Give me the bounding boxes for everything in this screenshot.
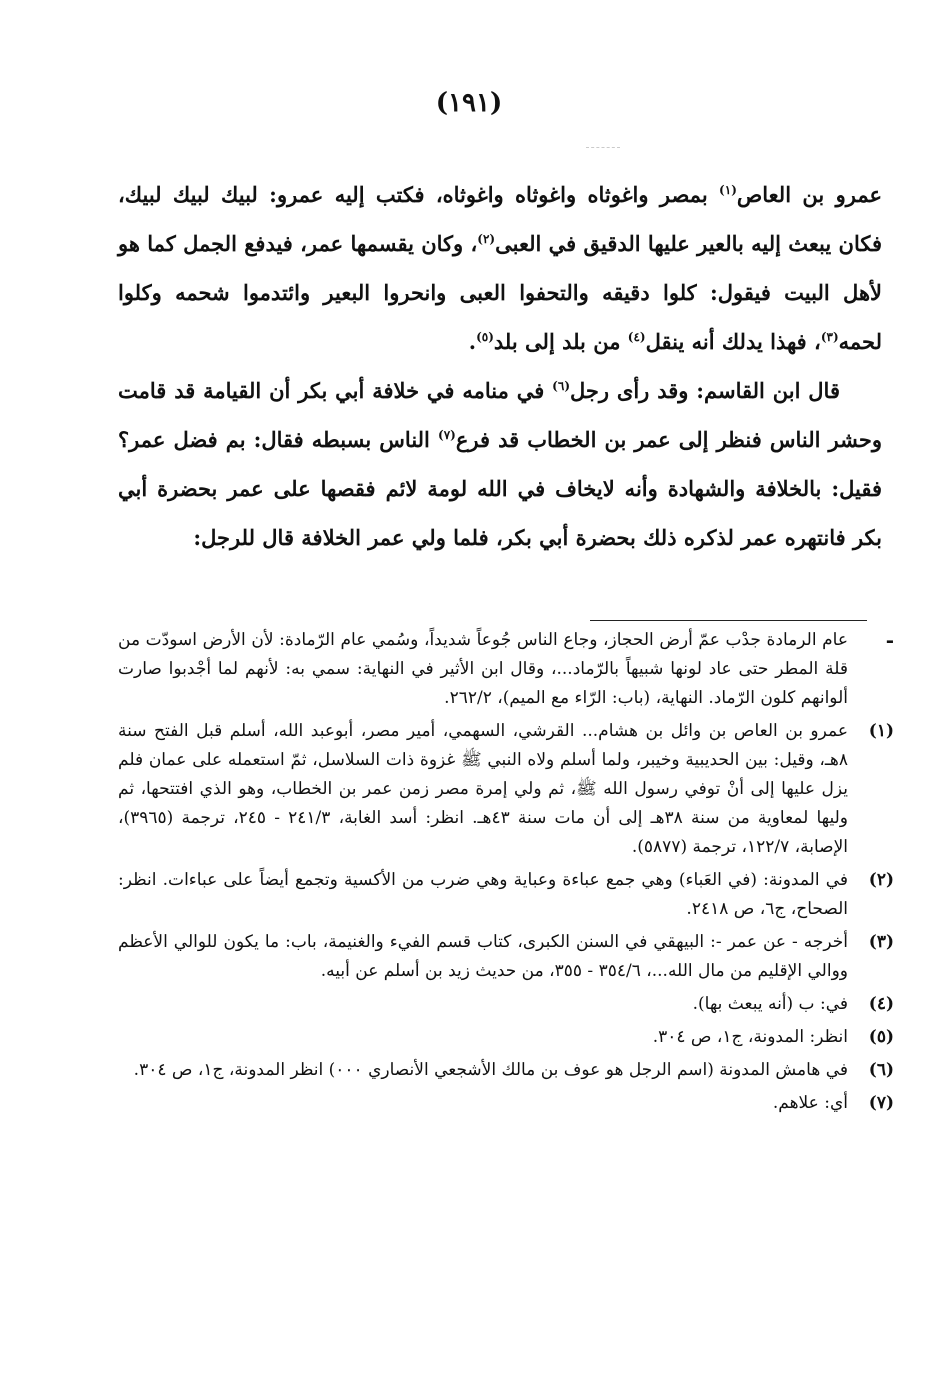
footnote-marker-2: (٢) [477, 232, 496, 246]
footnote-separator [590, 620, 867, 621]
text-segment: عمرو بن العاص [736, 182, 882, 207]
footnote-1 [118, 717, 894, 862]
footnotes [118, 626, 894, 1122]
footnote-text: عمرو بن العاص بن وائل بن هشام... القرشي، السهمي، أمير مصر، أبوعبد الله، أسلم قبل الفتح سنة ٨هـ، وقيل: بين الحديبية وخيبر، ولما أسلم ولاه النبي ﷺ غزوة ذات السلاسل، ثمّ استعمله على عمان فلم يزل عليها إلى أنْ توفي رسول الله ﷺ، ثم ولي إمرة مصر زمن عمر بن الخطاب، وهو الذي افتتحها، ثم وليها لمعاوية من سنة ٣٨هـ إلى أن مات سنة ٤٣هـ. انظر: أسد الغابة، ٢٤١/٣ - ٢٤٥، ترجمة (٣٩٦٥)، الإصابة، ١٢٢/٧، ترجمة (٥٨٧٧). [118, 721, 848, 857]
footnote-marker-5: (٥) [476, 330, 494, 344]
footnote-text: في: ب (أنه يبعث بها). [692, 994, 848, 1014]
footnote-number: (٦) [868, 1060, 894, 1080]
text-segment: الناس بسبطه فقال: بم فضل عمر؟ فقيل: بالخلافة والشهادة وأنه لايخاف في الله لومة لائم فقصها على عمر بحضرة أبي بكر فانتهره عمر لذكره ذلك بحضرة أبي بكر، فلما ولي عمر الخلافة قال للرجل: [118, 427, 882, 550]
footnote-7 [118, 1089, 894, 1118]
footnote-3 [118, 928, 894, 986]
footnote-text: في هامش المدونة (اسم الرجل هو عوف بن مالك الأشجعي الأنصاري ٠٠٠) انظر المدونة، ج١، ص ٣٠٤. [133, 1060, 848, 1080]
page-number: (١٩١) [435, 88, 503, 118]
text-segment: من بلد إلى بلد [493, 329, 628, 354]
footnote-0 [118, 626, 894, 713]
footnote-number: (١) [868, 721, 894, 741]
footnote-text: انظر: المدونة، ج١، ص ٣٠٤. [652, 1027, 848, 1047]
text-segment: في منامه في خلافة أبي بكر أن القيامة قد قامت وحشر الناس فنظر إلى عمر بن الخطاب قد فرع [118, 378, 882, 452]
footnote-marker-1: (١) [719, 183, 737, 197]
footnote-4 [118, 990, 894, 1019]
footnote-text: في المدونة: (في العَباء) وهي جمع عباءة وعباية وهي ضرب من الأكسية وتجمع أيضاً على عباءات. انظر: الصحاح، ج٦، ص ٢٤١٨. [118, 870, 848, 919]
scan-smudge [586, 147, 620, 153]
footnote-marker-6: (٦) [552, 379, 570, 393]
text-segment: قال ابن القاسم: وقد رأى رجل [570, 378, 840, 403]
main-paragraph-2 [118, 366, 882, 562]
footnote-number: (٢) [868, 870, 894, 890]
footnote-number: (٣) [868, 932, 894, 952]
footnote-number: (٥) [868, 1027, 894, 1047]
footnote-number: - [885, 628, 894, 652]
footnote-5 [118, 1023, 894, 1052]
footnote-marker-4: (٤) [627, 330, 646, 344]
text-segment: . [468, 329, 477, 354]
footnote-6 [118, 1056, 894, 1085]
text-segment: بمصر واغوثاه واغوثاه واغوثاه، فكتب إليه عمرو: لبيك لبيك لبيك، فكان يبعث إليه بالعير عليها الدقيق في العبى [118, 182, 882, 256]
footnote-marker-3: (٣) [820, 330, 839, 344]
main-text [118, 170, 882, 562]
footnote-marker-7: (٧) [438, 428, 456, 442]
footnote-text: أي: علاهم. [772, 1093, 848, 1113]
footnote-text: عام الرمادة جدْب عمّ أرض الحجاز، وجاع الناس جُوعاً شديداً، وسُمي عام الرّمادة: لأن الأرض اسودّت من قلة المطر حتى عاد لونها شبيهاً بالرّماد...، وقال ابن الأثير في النهاية: سمي به: لأنهم لما أجْدبوا صارت ألوانهم كلون الرّماد. النهاية، (باب: الرّاء مع الميم)، ٢٦٢/٢. [118, 630, 848, 708]
main-paragraph-1 [118, 170, 882, 366]
footnote-number: (٤) [868, 994, 894, 1014]
footnote-text: أخرجه - عن عمر -: البيهقي في السنن الكبرى، كتاب قسم الفيء والغنيمة، باب: ما يكون للوالي الأعظم ووالي الإقليم من مال الله...، ٣٥٤/٦ - ٣٥٥، من حديث زيد بن أسلم عن أبيه. [118, 932, 848, 981]
footnote-2 [118, 866, 894, 924]
text-segment: ، وكان يقسمها عمر، فيدفع الجمل كما هو لأهل البيت فيقول: كلوا دقيقه والتحفوا العبى وانحروا البعير وائتدموا شحمه وكلوا لحمه [118, 231, 882, 354]
footnote-number: (٧) [868, 1093, 894, 1113]
text-segment: ، فهذا يدلك أنه ينقل [645, 329, 821, 354]
